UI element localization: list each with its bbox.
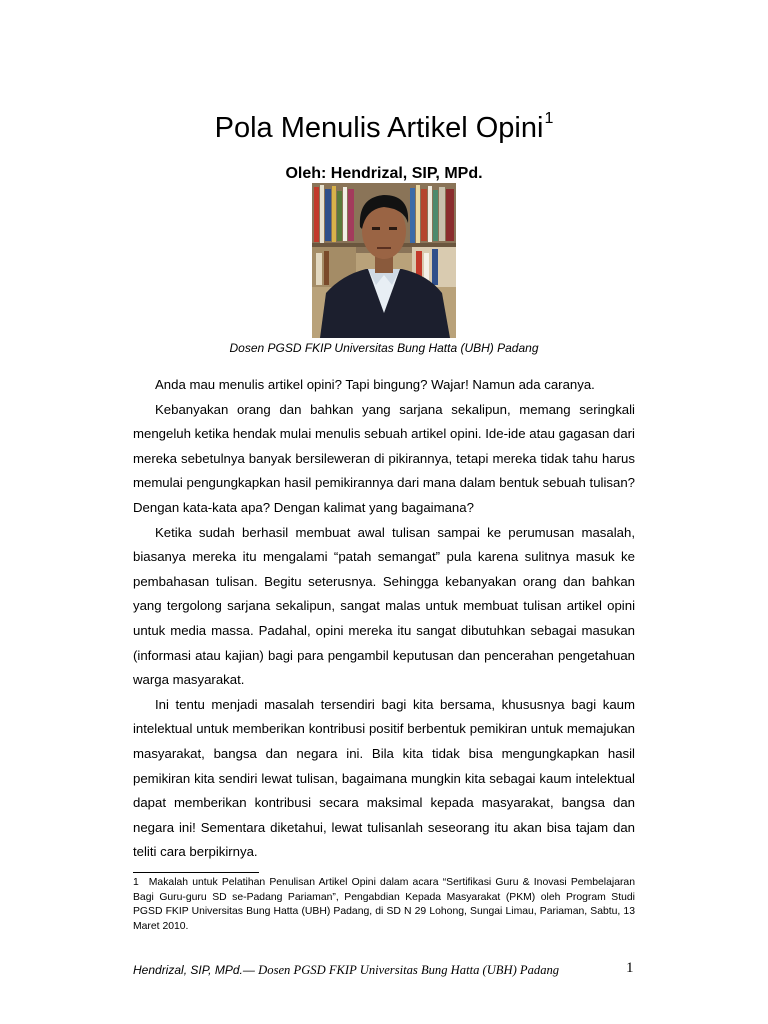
page-number: 1 — [626, 960, 634, 976]
footer-separator: — — [242, 963, 255, 977]
author-photo — [312, 183, 456, 338]
footer-affiliation: Dosen PGSD FKIP Universitas Bung Hatta (UBH) Padang — [258, 963, 560, 977]
body-paragraph: Ini tentu menjadi masalah tersendiri bagi kita bersama, khususnya bagi kaum intelektual untuk memberikan kontribusi positif berbentuk pemikiran untuk memajukan masyarakat, bangsa dan negara ini. Bila kita tidak bisa mengungkapkan hasil pemikiran kita sendiri lewat tulisan, bagaimana mungkin kita sebagai kaum intelektual dapat memberikan kontribusi secara maksimal kepada masyarakat, bangsa dan negara ini! Sementara diketahui, lewat tulisanlah seseorang itu akan bisa tajam dan teliti cara berpikirnya. — [133, 696, 635, 860]
document-title — [0, 108, 768, 148]
article-body — [133, 373, 635, 865]
footer-author: Hendrizal, SIP, MPd. — [133, 963, 243, 977]
footnote — [133, 876, 635, 934]
title-text: Pola Menulis Artikel Opini — [214, 112, 544, 144]
footnote-text: Makalah untuk Pelatihan Penulisan Artikel Opini dalam acara “Sertifikasi Guru & Inovasi Pembelajaran Bagi Guru-guru SD se-Padang Pariaman”, Pengabdian Kepada Masyarakat (PKM) oleh Program Studi PGSD FKIP Universitas Bung Hatta (UBH) Padang, di SD N 29 Lohong, Sungai Limau, Pariaman, Sabtu, 13 Maret 2010. — [133, 877, 635, 932]
author-byline: Oleh: Hendrizal, SIP, MPd. — [285, 165, 483, 182]
body-paragraph: Ketika sudah berhasil membuat awal tulisan sampai ke perumusan masalah, biasanya mereka itu mengalami “patah semangat” pula karena sulitnya masuk ke pembahasan tulisan. Begitu seterusnya. Sehingga kebanyakan orang dan bahkan yang tergolong sarjana sekalipun, sangat malas untuk membuat tulisan artikel opini untuk media massa. Padahal, opini mereka itu sangat dibutuhkan sebagai masukan (informasi atau kajian) bagi para pengambil keputusan dan pencerahan pengetahuan warga masyarakat. — [133, 524, 635, 688]
footnote-separator — [133, 872, 259, 873]
title-footnote-mark: 1 — [544, 110, 554, 127]
body-paragraph: Anda mau menulis artikel opini? Tapi bingung? Wajar! Namun ada caranya. — [155, 377, 595, 392]
page-footer — [133, 961, 559, 979]
body-paragraph: Kebanyakan orang dan bahkan yang sarjana sekalipun, memang seringkali mengeluh ketika hendak mulai menulis sebuah artikel opini. Ide-ide atau gagasan dari mereka sebetulnya banyak bersileweran di pikirannya, tetapi mereka tidak tahu harus memulai pengungkapkan hasil pemikirannya dari mana dalam bentuk sebuah tulisan? Dengan kata-kata apa? Dengan kalimat yang bagaimana? — [133, 401, 635, 515]
photo-caption: Dosen PGSD FKIP Universitas Bung Hatta (UBH) Padang — [229, 341, 539, 355]
footnote-mark: 1 — [133, 877, 139, 888]
